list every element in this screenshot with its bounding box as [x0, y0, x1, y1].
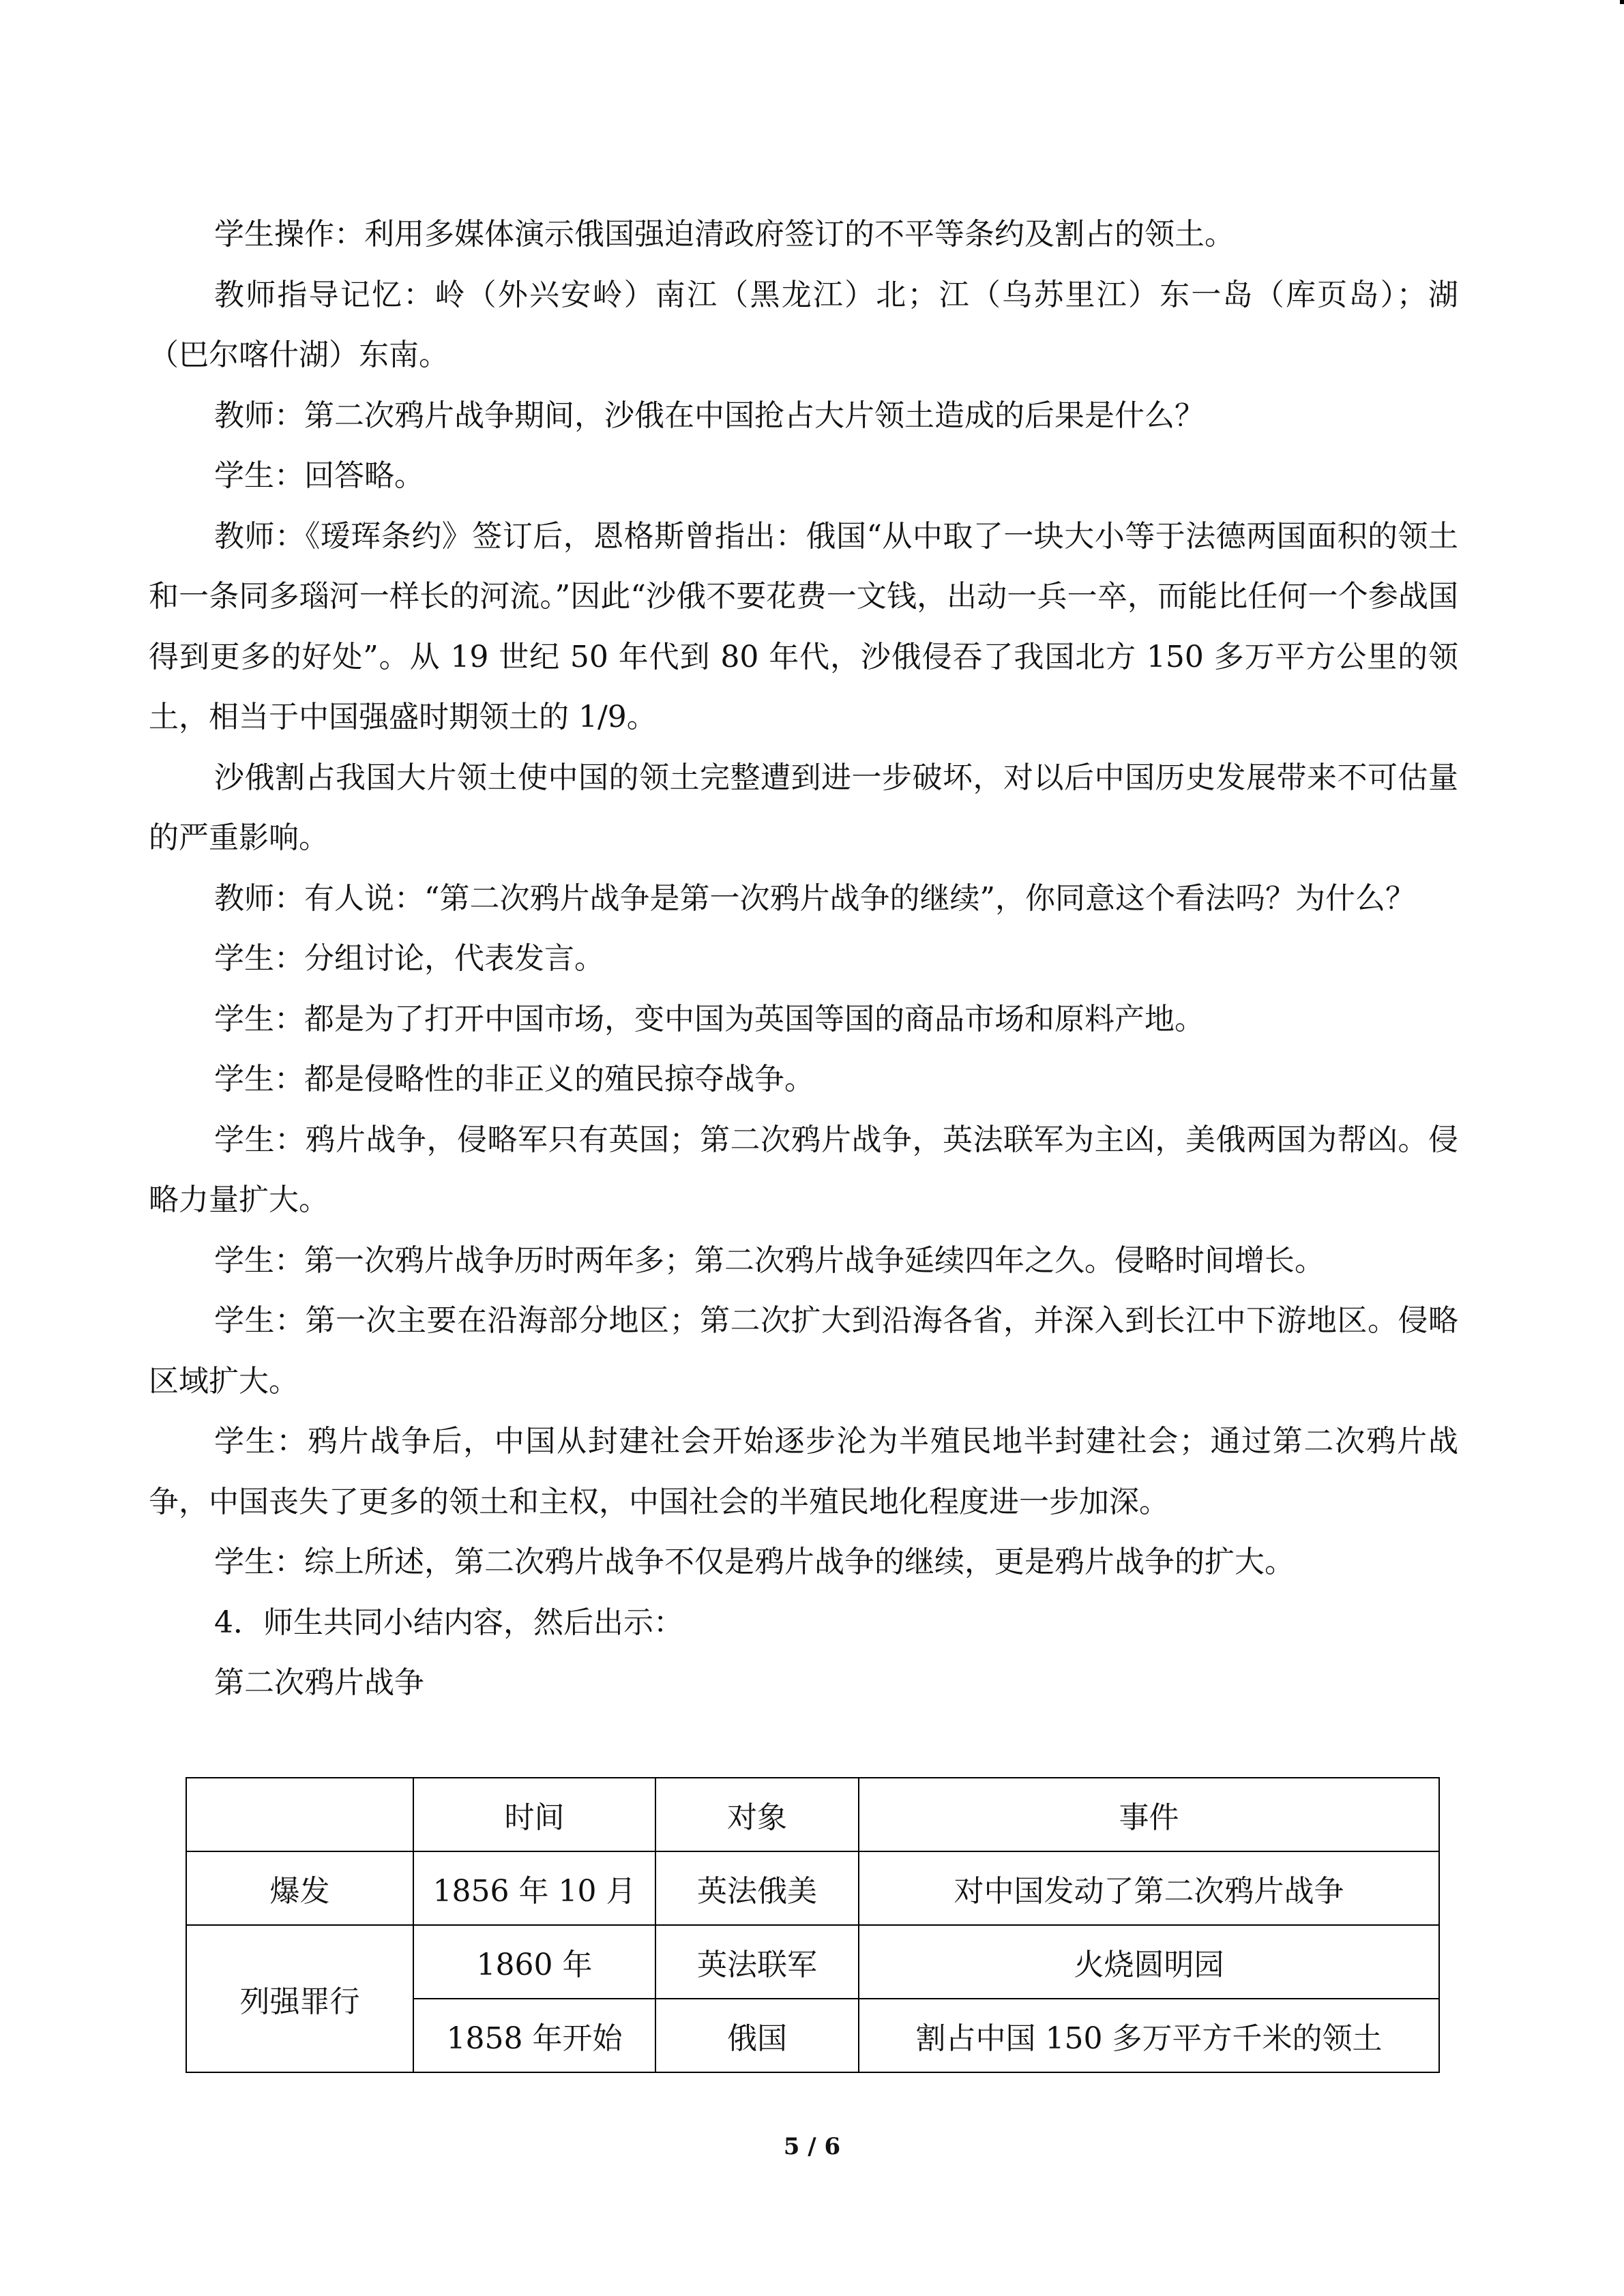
summary-table-wrapper: [186, 1777, 1438, 2073]
paragraph: 学生：回答略。: [214, 458, 424, 493]
paragraph: 学生：综上所述，第二次鸦片战争不仅是鸦片战争的继续，更是鸦片战争的扩大。: [214, 1545, 1295, 1579]
table-header-row: [186, 1778, 1439, 1851]
paragraph: 教师：第二次鸦片战争期间，沙俄在中国抢占大片领土造成的后果是什么？: [214, 398, 1205, 433]
header-cell-time: 时间: [413, 1778, 655, 1851]
corner-mark: [1620, 0, 1624, 4]
paragraph: 学生：都是为了打开中国市场，变中国为英国等国的商品市场和原料产地。: [214, 1001, 1205, 1037]
paragraph: 沙俄割占我国大片领土使中国的领土完整遭到进一步破坏，对以后中国历史发展带来不可估量的严重影响。: [149, 760, 1458, 855]
paragraph: 学生：都是侵略性的非正义的殖民掠夺战争。: [214, 1062, 814, 1097]
paragraph: 教师指导记忆：岭（外兴安岭）南江（黑龙江）北；江（乌苏里江）东一岛（库页岛）；湖（巴尔喀什湖）东南。: [149, 277, 1458, 372]
cell-party: 英法联军: [655, 1925, 859, 1999]
cell-event: 割占中国 150 多万平方千米的领土: [859, 1999, 1439, 2072]
header-cell-event: 事件: [859, 1778, 1439, 1851]
paragraph: 学生操作：利用多媒体演示俄国强迫清政府签订的不平等条约及割占的领土。: [214, 217, 1235, 252]
paragraph: 教师：《瑷珲条约》签订后，恩格斯曾指出：俄国“从中取了一块大小等于法德两国面积的领土和一条同多瑙河一样长的河流。”因此“沙俄不要花费一文钱，出动一兵一卒，而能比任何一个参战国得到更多的好处”。从 19 世纪 50 年代到 80 年代，沙俄侵吞了我国北方 150 多万平方公里的领土，相当于中国强盛时期领土的 1/9。: [149, 518, 1458, 734]
cell-time: 1856 年 10 月: [413, 1851, 655, 1925]
cell-event: 火烧圆明园: [859, 1925, 1439, 1999]
paragraph: 4．师生共同小结内容，然后出示：: [214, 1605, 683, 1640]
paragraph: 教师：有人说：“第二次鸦片战争是第一次鸦片战争的继续”，你同意这个看法吗？为什么？: [214, 880, 1415, 916]
paragraph: 学生：鸦片战争后，中国从封建社会开始逐步沦为半殖民地半封建社会；通过第二次鸦片战争，中国丧失了更多的领土和主权，中国社会的半殖民地化程度进一步加深。: [149, 1424, 1458, 1519]
paragraph: 学生：第一次主要在沿海部分地区；第二次扩大到沿海各省，并深入到长江中下游地区。侵略区域扩大。: [149, 1303, 1458, 1399]
table-row-outbreak: [186, 1851, 1439, 1925]
paragraph: 学生：第一次鸦片战争历时两年多；第二次鸦片战争延续四年之久。侵略时间增长。: [214, 1242, 1325, 1278]
row-group-label: 列强罪行: [186, 1925, 413, 2072]
cell-party: 英法俄美: [655, 1851, 859, 1925]
table-caption: 第二次鸦片战争: [214, 1665, 424, 1700]
paragraph: 学生：鸦片战争，侵略军只有英国；第二次鸦片战争，英法联军为主凶，美俄两国为帮凶。侵略力量扩大。: [149, 1122, 1458, 1217]
header-cell-empty: [186, 1778, 413, 1851]
table-row-crimes-1: [186, 1925, 1439, 1999]
header-cell-party: 对象: [655, 1778, 859, 1851]
page-number: 5 / 6: [783, 2133, 841, 2160]
cell-event: 对中国发动了第二次鸦片战争: [859, 1851, 1439, 1925]
cell-time: 1858 年开始: [413, 1999, 655, 2072]
row-label: 爆发: [186, 1851, 413, 1925]
cell-time: 1860 年: [413, 1925, 655, 1999]
paragraph: 学生：分组讨论，代表发言。: [214, 941, 604, 976]
summary-table: [186, 1777, 1440, 2073]
body-text: [149, 205, 1458, 1714]
cell-party: 俄国: [655, 1999, 859, 2072]
